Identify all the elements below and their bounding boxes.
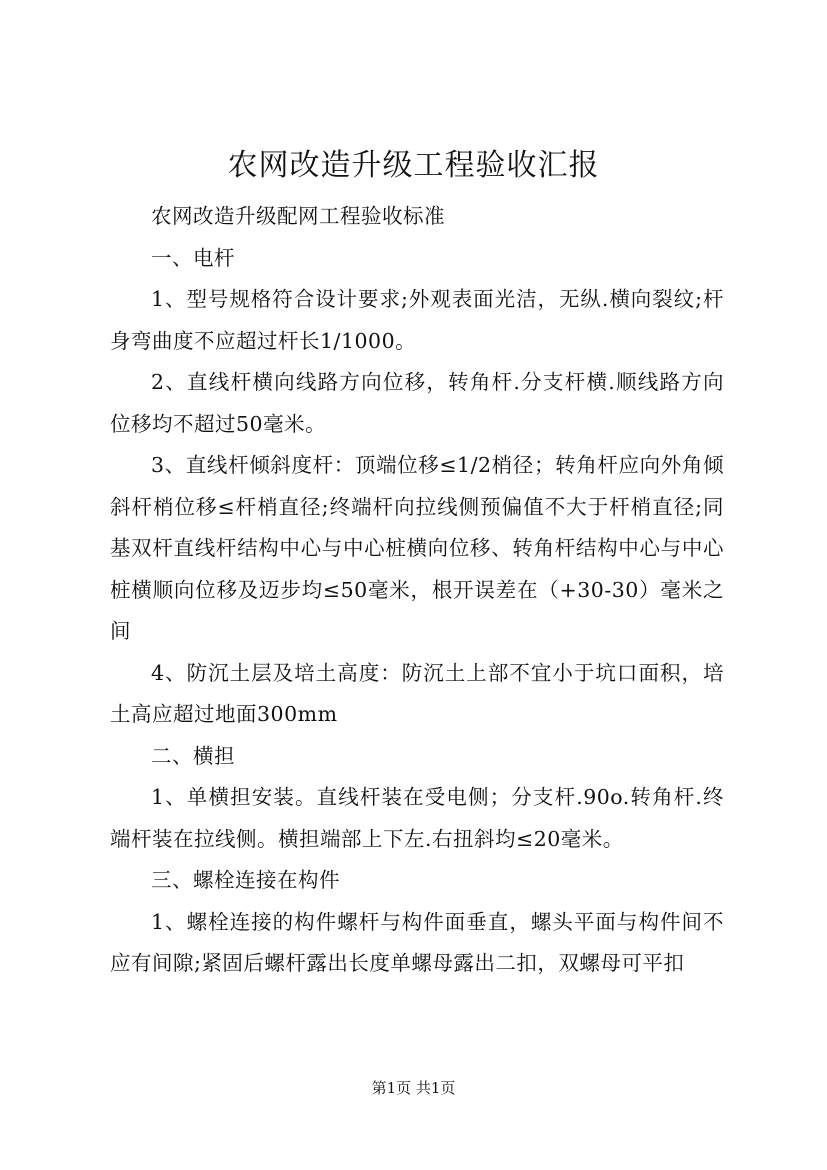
page-title: 农网改造升级工程验收汇报 [227, 148, 600, 183]
section-heading-poles: 一、电杆 [151, 245, 235, 270]
document-body [110, 196, 724, 985]
paragraph: 1、单横担安装。直线杆装在受电侧；分支杆.90o.转角杆.终端杆装在拉线侧。横担端部上下左.右扭斜均≤20毫米。 [110, 785, 724, 851]
page-footer: 第1页 共1页 [371, 1079, 456, 1097]
paragraph: 1、螺栓连接的构件螺杆与构件面垂直，螺头平面与构件间不应有间隙;紧固后螺杆露出长度单螺母露出二扣，双螺母可平扣 [110, 909, 724, 975]
paragraph-subtitle: 农网改造升级配网工程验收标准 [151, 204, 445, 228]
section-heading-bolts: 三、螺栓连接在构件 [151, 868, 340, 892]
paragraph: 4、防沉土层及培土高度：防沉土上部不宜小于坑口面积，培土高应超过地面300mm [110, 660, 724, 726]
paragraph: 3、直线杆倾斜度杆：顶端位移≤1/2梢径；转角杆应向外角倾斜杆梢位移≤杆梢直径;终端杆向拉线侧预偏值不大于杆梢直径;同基双杆直线杆结构中心与中心桩横向位移、转角杆结构中心与中心桩横顺向位移及迈步均≤50毫米，根开误差在（+30-30）毫米之间 [110, 453, 724, 643]
section-heading-crossarm: 二、横担 [151, 743, 235, 768]
paragraph: 2、直线杆横向线路方向位移，转角杆.分支杆横.顺线路方向位移均不超过50毫米。 [110, 370, 724, 436]
paragraph: 1、型号规格符合设计要求;外观表面光洁，无纵.横向裂纹;杆身弯曲度不应超过杆长1/1000。 [110, 287, 724, 353]
